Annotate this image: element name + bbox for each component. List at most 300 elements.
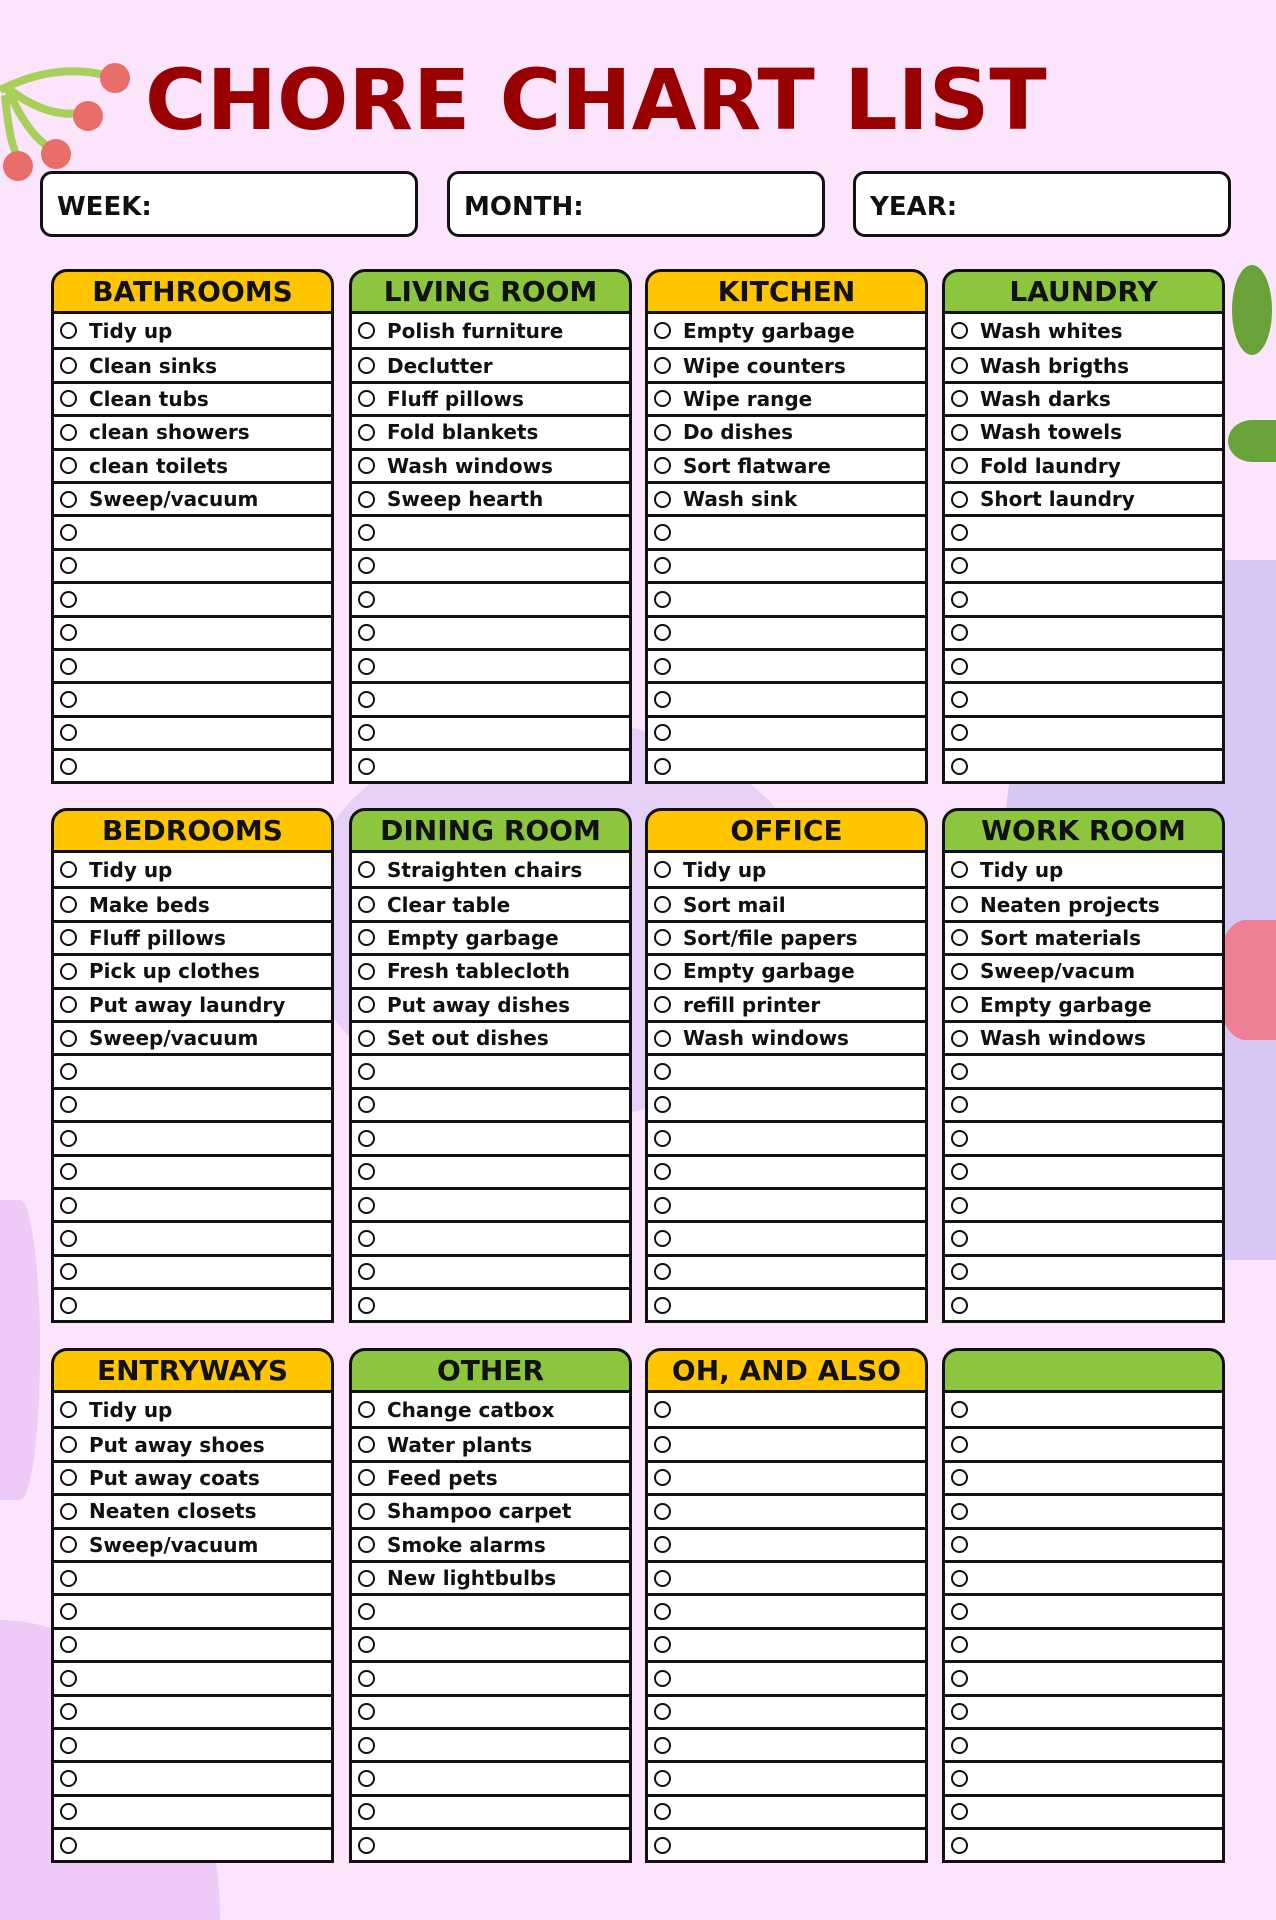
checkbox-circle-icon[interactable] — [654, 1096, 671, 1113]
chore-row[interactable] — [54, 1020, 331, 1053]
chore-row[interactable] — [352, 481, 629, 514]
checkbox-circle-icon[interactable] — [60, 1636, 77, 1653]
checkbox-circle-icon[interactable] — [358, 1130, 375, 1147]
chore-row[interactable] — [945, 715, 1222, 748]
checkbox-circle-icon[interactable] — [951, 1130, 968, 1147]
checkbox-circle-icon[interactable] — [60, 691, 77, 708]
chore-row[interactable] — [648, 581, 925, 614]
checkbox-circle-icon[interactable] — [951, 524, 968, 541]
checkbox-circle-icon[interactable] — [951, 658, 968, 675]
chore-row[interactable] — [648, 481, 925, 514]
checkbox-circle-icon[interactable] — [654, 1030, 671, 1047]
checkbox-circle-icon[interactable] — [60, 1297, 77, 1314]
chore-row[interactable] — [945, 1087, 1222, 1120]
checkbox-circle-icon[interactable] — [951, 1503, 968, 1520]
chore-row[interactable] — [352, 1727, 629, 1760]
chore-row[interactable] — [352, 1120, 629, 1153]
checkbox-circle-icon[interactable] — [358, 1096, 375, 1113]
checkbox-circle-icon[interactable] — [951, 963, 968, 980]
chore-row[interactable] — [648, 715, 925, 748]
chore-row[interactable] — [648, 1254, 925, 1287]
checkbox-circle-icon[interactable] — [60, 896, 77, 913]
checkbox-circle-icon[interactable] — [358, 1536, 375, 1553]
chore-row[interactable] — [945, 1020, 1222, 1053]
chore-row[interactable] — [352, 514, 629, 547]
checkbox-circle-icon[interactable] — [358, 758, 375, 775]
checkbox-circle-icon[interactable] — [60, 524, 77, 541]
chore-row[interactable] — [945, 448, 1222, 481]
chore-row[interactable] — [352, 1560, 629, 1593]
checkbox-circle-icon[interactable] — [358, 896, 375, 913]
chore-row[interactable] — [352, 1827, 629, 1860]
checkbox-circle-icon[interactable] — [951, 1030, 968, 1047]
checkbox-circle-icon[interactable] — [60, 1703, 77, 1720]
chore-row[interactable] — [945, 581, 1222, 614]
chore-row[interactable] — [54, 1254, 331, 1287]
chore-row[interactable] — [648, 1727, 925, 1760]
checkbox-circle-icon[interactable] — [951, 1197, 968, 1214]
chore-row[interactable] — [54, 748, 331, 781]
year-field[interactable] — [853, 171, 1231, 237]
chore-row[interactable] — [54, 1053, 331, 1086]
chore-row[interactable] — [945, 1120, 1222, 1153]
chore-row[interactable] — [648, 1087, 925, 1120]
chore-row[interactable] — [54, 1460, 331, 1493]
chore-row[interactable] — [352, 1287, 629, 1320]
chore-row[interactable] — [945, 1287, 1222, 1320]
chore-row[interactable] — [352, 648, 629, 681]
chore-row[interactable] — [648, 886, 925, 919]
checkbox-circle-icon[interactable] — [654, 390, 671, 407]
checkbox-circle-icon[interactable] — [60, 1063, 77, 1080]
chore-row[interactable] — [54, 514, 331, 547]
chore-row[interactable] — [945, 1053, 1222, 1086]
checkbox-circle-icon[interactable] — [60, 591, 77, 608]
chore-row[interactable] — [648, 1593, 925, 1626]
checkbox-circle-icon[interactable] — [358, 390, 375, 407]
checkbox-circle-icon[interactable] — [951, 1263, 968, 1280]
chore-row[interactable] — [54, 1760, 331, 1793]
chore-row[interactable] — [945, 1794, 1222, 1827]
checkbox-circle-icon[interactable] — [60, 624, 77, 641]
checkbox-circle-icon[interactable] — [654, 658, 671, 675]
chore-row[interactable] — [352, 953, 629, 986]
checkbox-circle-icon[interactable] — [358, 1636, 375, 1653]
chore-row[interactable] — [54, 1694, 331, 1727]
chore-row[interactable] — [54, 1087, 331, 1120]
chore-row[interactable] — [945, 1254, 1222, 1287]
chore-row[interactable] — [352, 314, 629, 347]
checkbox-circle-icon[interactable] — [60, 1837, 77, 1854]
checkbox-circle-icon[interactable] — [60, 1603, 77, 1620]
chore-row[interactable] — [352, 853, 629, 886]
checkbox-circle-icon[interactable] — [951, 1469, 968, 1486]
checkbox-circle-icon[interactable] — [654, 457, 671, 474]
checkbox-circle-icon[interactable] — [358, 861, 375, 878]
chore-row[interactable] — [648, 1694, 925, 1727]
checkbox-circle-icon[interactable] — [951, 1230, 968, 1247]
checkbox-circle-icon[interactable] — [951, 1163, 968, 1180]
chore-row[interactable] — [648, 347, 925, 380]
chore-row[interactable] — [648, 514, 925, 547]
chore-row[interactable] — [945, 1627, 1222, 1660]
checkbox-circle-icon[interactable] — [358, 1197, 375, 1214]
chore-row[interactable] — [945, 681, 1222, 714]
checkbox-circle-icon[interactable] — [60, 963, 77, 980]
checkbox-circle-icon[interactable] — [60, 1536, 77, 1553]
chore-row[interactable] — [648, 1794, 925, 1827]
chore-row[interactable] — [648, 1460, 925, 1493]
chore-row[interactable] — [352, 715, 629, 748]
chore-row[interactable] — [352, 548, 629, 581]
checkbox-circle-icon[interactable] — [654, 1263, 671, 1280]
chore-row[interactable] — [54, 1187, 331, 1220]
chore-row[interactable] — [54, 681, 331, 714]
chore-row[interactable] — [945, 1187, 1222, 1220]
checkbox-circle-icon[interactable] — [951, 457, 968, 474]
checkbox-circle-icon[interactable] — [951, 322, 968, 339]
chore-row[interactable] — [352, 1527, 629, 1560]
checkbox-circle-icon[interactable] — [654, 929, 671, 946]
chore-row[interactable] — [648, 381, 925, 414]
checkbox-circle-icon[interactable] — [60, 1163, 77, 1180]
chore-row[interactable] — [648, 414, 925, 447]
chore-row[interactable] — [54, 886, 331, 919]
chore-row[interactable] — [352, 1187, 629, 1220]
checkbox-circle-icon[interactable] — [358, 524, 375, 541]
chore-row[interactable] — [648, 987, 925, 1020]
checkbox-circle-icon[interactable] — [951, 1570, 968, 1587]
chore-row[interactable] — [945, 987, 1222, 1020]
checkbox-circle-icon[interactable] — [654, 1063, 671, 1080]
chore-row[interactable] — [945, 314, 1222, 347]
chore-row[interactable] — [352, 615, 629, 648]
checkbox-circle-icon[interactable] — [654, 624, 671, 641]
chore-row[interactable] — [648, 1220, 925, 1253]
checkbox-circle-icon[interactable] — [60, 1030, 77, 1047]
checkbox-circle-icon[interactable] — [654, 896, 671, 913]
chore-row[interactable] — [945, 548, 1222, 581]
checkbox-circle-icon[interactable] — [951, 1536, 968, 1553]
chore-row[interactable] — [54, 1560, 331, 1593]
checkbox-circle-icon[interactable] — [358, 691, 375, 708]
chore-row[interactable] — [352, 748, 629, 781]
chore-row[interactable] — [945, 615, 1222, 648]
chore-row[interactable] — [648, 1120, 925, 1153]
checkbox-circle-icon[interactable] — [654, 1401, 671, 1418]
checkbox-circle-icon[interactable] — [951, 861, 968, 878]
chore-row[interactable] — [54, 1493, 331, 1526]
chore-row[interactable] — [945, 648, 1222, 681]
checkbox-circle-icon[interactable] — [951, 557, 968, 574]
chore-row[interactable] — [352, 1760, 629, 1793]
checkbox-circle-icon[interactable] — [358, 1570, 375, 1587]
checkbox-circle-icon[interactable] — [358, 1837, 375, 1854]
checkbox-circle-icon[interactable] — [60, 1803, 77, 1820]
checkbox-circle-icon[interactable] — [654, 1436, 671, 1453]
checkbox-circle-icon[interactable] — [654, 1570, 671, 1587]
checkbox-circle-icon[interactable] — [654, 758, 671, 775]
checkbox-circle-icon[interactable] — [654, 424, 671, 441]
checkbox-circle-icon[interactable] — [358, 357, 375, 374]
checkbox-circle-icon[interactable] — [654, 591, 671, 608]
chore-row[interactable] — [648, 681, 925, 714]
chore-row[interactable] — [54, 481, 331, 514]
chore-row[interactable] — [648, 1660, 925, 1693]
chore-row[interactable] — [54, 953, 331, 986]
chore-row[interactable] — [352, 681, 629, 714]
checkbox-circle-icon[interactable] — [654, 1837, 671, 1854]
checkbox-circle-icon[interactable] — [654, 1803, 671, 1820]
chore-row[interactable] — [54, 1527, 331, 1560]
chore-row[interactable] — [54, 548, 331, 581]
checkbox-circle-icon[interactable] — [60, 861, 77, 878]
chore-row[interactable] — [54, 1393, 331, 1426]
chore-row[interactable] — [945, 1827, 1222, 1860]
checkbox-circle-icon[interactable] — [358, 1063, 375, 1080]
chore-row[interactable] — [352, 1393, 629, 1426]
chore-row[interactable] — [54, 1220, 331, 1253]
checkbox-circle-icon[interactable] — [951, 1297, 968, 1314]
chore-row[interactable] — [648, 1426, 925, 1459]
chore-row[interactable] — [54, 448, 331, 481]
chore-row[interactable] — [648, 1287, 925, 1320]
checkbox-circle-icon[interactable] — [951, 1603, 968, 1620]
chore-row[interactable] — [54, 920, 331, 953]
checkbox-circle-icon[interactable] — [60, 758, 77, 775]
checkbox-circle-icon[interactable] — [654, 861, 671, 878]
checkbox-circle-icon[interactable] — [358, 557, 375, 574]
checkbox-circle-icon[interactable] — [358, 1436, 375, 1453]
chore-row[interactable] — [54, 1827, 331, 1860]
checkbox-circle-icon[interactable] — [951, 1636, 968, 1653]
chore-row[interactable] — [648, 1527, 925, 1560]
chore-row[interactable] — [648, 953, 925, 986]
checkbox-circle-icon[interactable] — [654, 1197, 671, 1214]
chore-row[interactable] — [648, 920, 925, 953]
chore-row[interactable] — [945, 1560, 1222, 1593]
checkbox-circle-icon[interactable] — [60, 996, 77, 1013]
checkbox-circle-icon[interactable] — [358, 1670, 375, 1687]
checkbox-circle-icon[interactable] — [358, 724, 375, 741]
checkbox-circle-icon[interactable] — [60, 1570, 77, 1587]
checkbox-circle-icon[interactable] — [951, 1770, 968, 1787]
checkbox-circle-icon[interactable] — [358, 1469, 375, 1486]
chore-row[interactable] — [945, 347, 1222, 380]
checkbox-circle-icon[interactable] — [654, 996, 671, 1013]
chore-row[interactable] — [352, 1053, 629, 1086]
chore-row[interactable] — [945, 1493, 1222, 1526]
chore-row[interactable] — [945, 853, 1222, 886]
checkbox-circle-icon[interactable] — [60, 1503, 77, 1520]
chore-row[interactable] — [54, 1287, 331, 1320]
checkbox-circle-icon[interactable] — [358, 963, 375, 980]
checkbox-circle-icon[interactable] — [951, 1436, 968, 1453]
chore-row[interactable] — [945, 1694, 1222, 1727]
checkbox-circle-icon[interactable] — [60, 1670, 77, 1687]
chore-row[interactable] — [945, 1727, 1222, 1760]
chore-row[interactable] — [945, 414, 1222, 447]
chore-row[interactable] — [352, 1220, 629, 1253]
checkbox-circle-icon[interactable] — [60, 1737, 77, 1754]
checkbox-circle-icon[interactable] — [60, 557, 77, 574]
checkbox-circle-icon[interactable] — [358, 1503, 375, 1520]
chore-row[interactable] — [54, 1660, 331, 1693]
chore-row[interactable] — [648, 1560, 925, 1593]
chore-row[interactable] — [352, 987, 629, 1020]
checkbox-circle-icon[interactable] — [60, 1469, 77, 1486]
checkbox-circle-icon[interactable] — [654, 524, 671, 541]
chore-row[interactable] — [54, 1794, 331, 1827]
checkbox-circle-icon[interactable] — [951, 1737, 968, 1754]
chore-row[interactable] — [945, 514, 1222, 547]
chore-row[interactable] — [648, 1187, 925, 1220]
checkbox-circle-icon[interactable] — [358, 322, 375, 339]
checkbox-circle-icon[interactable] — [654, 724, 671, 741]
chore-row[interactable] — [352, 1694, 629, 1727]
chore-row[interactable] — [352, 1426, 629, 1459]
chore-row[interactable] — [945, 381, 1222, 414]
checkbox-circle-icon[interactable] — [654, 963, 671, 980]
checkbox-circle-icon[interactable] — [60, 390, 77, 407]
chore-row[interactable] — [352, 1627, 629, 1660]
checkbox-circle-icon[interactable] — [358, 1703, 375, 1720]
checkbox-circle-icon[interactable] — [358, 1770, 375, 1787]
checkbox-circle-icon[interactable] — [951, 1837, 968, 1854]
checkbox-circle-icon[interactable] — [951, 1803, 968, 1820]
chore-row[interactable] — [352, 886, 629, 919]
chore-row[interactable] — [54, 314, 331, 347]
chore-row[interactable] — [54, 581, 331, 614]
chore-row[interactable] — [945, 1760, 1222, 1793]
chore-row[interactable] — [945, 1393, 1222, 1426]
checkbox-circle-icon[interactable] — [951, 1670, 968, 1687]
checkbox-circle-icon[interactable] — [60, 1770, 77, 1787]
checkbox-circle-icon[interactable] — [358, 491, 375, 508]
chore-row[interactable] — [648, 615, 925, 648]
checkbox-circle-icon[interactable] — [358, 591, 375, 608]
checkbox-circle-icon[interactable] — [358, 1603, 375, 1620]
checkbox-circle-icon[interactable] — [654, 357, 671, 374]
chore-row[interactable] — [648, 648, 925, 681]
chore-row[interactable] — [54, 1727, 331, 1760]
checkbox-circle-icon[interactable] — [60, 724, 77, 741]
chore-row[interactable] — [352, 581, 629, 614]
chore-row[interactable] — [54, 1426, 331, 1459]
chore-row[interactable] — [352, 1154, 629, 1187]
checkbox-circle-icon[interactable] — [60, 491, 77, 508]
checkbox-circle-icon[interactable] — [654, 1636, 671, 1653]
chore-row[interactable] — [648, 1020, 925, 1053]
checkbox-circle-icon[interactable] — [654, 1703, 671, 1720]
chore-row[interactable] — [54, 1120, 331, 1153]
chore-row[interactable] — [352, 1087, 629, 1120]
checkbox-circle-icon[interactable] — [60, 322, 77, 339]
checkbox-circle-icon[interactable] — [60, 1230, 77, 1247]
checkbox-circle-icon[interactable] — [654, 557, 671, 574]
checkbox-circle-icon[interactable] — [654, 1130, 671, 1147]
checkbox-circle-icon[interactable] — [358, 457, 375, 474]
checkbox-circle-icon[interactable] — [358, 1163, 375, 1180]
chore-row[interactable] — [352, 414, 629, 447]
checkbox-circle-icon[interactable] — [654, 1297, 671, 1314]
chore-row[interactable] — [54, 715, 331, 748]
checkbox-circle-icon[interactable] — [358, 624, 375, 641]
chore-row[interactable] — [945, 1527, 1222, 1560]
chore-row[interactable] — [352, 1593, 629, 1626]
chore-row[interactable] — [945, 748, 1222, 781]
chore-row[interactable] — [54, 381, 331, 414]
chore-row[interactable] — [352, 1460, 629, 1493]
checkbox-circle-icon[interactable] — [358, 1297, 375, 1314]
checkbox-circle-icon[interactable] — [951, 424, 968, 441]
checkbox-circle-icon[interactable] — [951, 996, 968, 1013]
chore-row[interactable] — [352, 1493, 629, 1526]
checkbox-circle-icon[interactable] — [60, 357, 77, 374]
checkbox-circle-icon[interactable] — [654, 1603, 671, 1620]
chore-row[interactable] — [648, 314, 925, 347]
chore-row[interactable] — [54, 987, 331, 1020]
chore-row[interactable] — [352, 1794, 629, 1827]
checkbox-circle-icon[interactable] — [951, 390, 968, 407]
chore-row[interactable] — [648, 1627, 925, 1660]
chore-row[interactable] — [648, 853, 925, 886]
checkbox-circle-icon[interactable] — [358, 929, 375, 946]
checkbox-circle-icon[interactable] — [358, 1803, 375, 1820]
checkbox-circle-icon[interactable] — [951, 1703, 968, 1720]
chore-row[interactable] — [648, 1493, 925, 1526]
chore-row[interactable] — [648, 1827, 925, 1860]
chore-row[interactable] — [648, 1393, 925, 1426]
week-field[interactable] — [40, 171, 418, 237]
checkbox-circle-icon[interactable] — [60, 1197, 77, 1214]
chore-row[interactable] — [352, 381, 629, 414]
chore-row[interactable] — [945, 481, 1222, 514]
checkbox-circle-icon[interactable] — [358, 658, 375, 675]
chore-row[interactable] — [54, 648, 331, 681]
checkbox-circle-icon[interactable] — [654, 1230, 671, 1247]
chore-row[interactable] — [945, 920, 1222, 953]
checkbox-circle-icon[interactable] — [654, 1737, 671, 1754]
chore-row[interactable] — [54, 615, 331, 648]
chore-row[interactable] — [648, 548, 925, 581]
checkbox-circle-icon[interactable] — [358, 1263, 375, 1280]
checkbox-circle-icon[interactable] — [60, 1096, 77, 1113]
checkbox-circle-icon[interactable] — [654, 322, 671, 339]
checkbox-circle-icon[interactable] — [951, 357, 968, 374]
chore-row[interactable] — [352, 1660, 629, 1693]
checkbox-circle-icon[interactable] — [951, 1096, 968, 1113]
chore-row[interactable] — [945, 1426, 1222, 1459]
checkbox-circle-icon[interactable] — [60, 658, 77, 675]
chore-row[interactable] — [648, 1760, 925, 1793]
checkbox-circle-icon[interactable] — [654, 1670, 671, 1687]
chore-row[interactable] — [352, 448, 629, 481]
checkbox-circle-icon[interactable] — [358, 996, 375, 1013]
checkbox-circle-icon[interactable] — [654, 1469, 671, 1486]
chore-row[interactable] — [945, 886, 1222, 919]
chore-row[interactable] — [945, 1660, 1222, 1693]
checkbox-circle-icon[interactable] — [654, 1770, 671, 1787]
checkbox-circle-icon[interactable] — [654, 691, 671, 708]
checkbox-circle-icon[interactable] — [60, 1436, 77, 1453]
checkbox-circle-icon[interactable] — [951, 624, 968, 641]
checkbox-circle-icon[interactable] — [358, 1030, 375, 1047]
checkbox-circle-icon[interactable] — [60, 929, 77, 946]
checkbox-circle-icon[interactable] — [654, 1163, 671, 1180]
chore-row[interactable] — [648, 1154, 925, 1187]
chore-row[interactable] — [648, 448, 925, 481]
